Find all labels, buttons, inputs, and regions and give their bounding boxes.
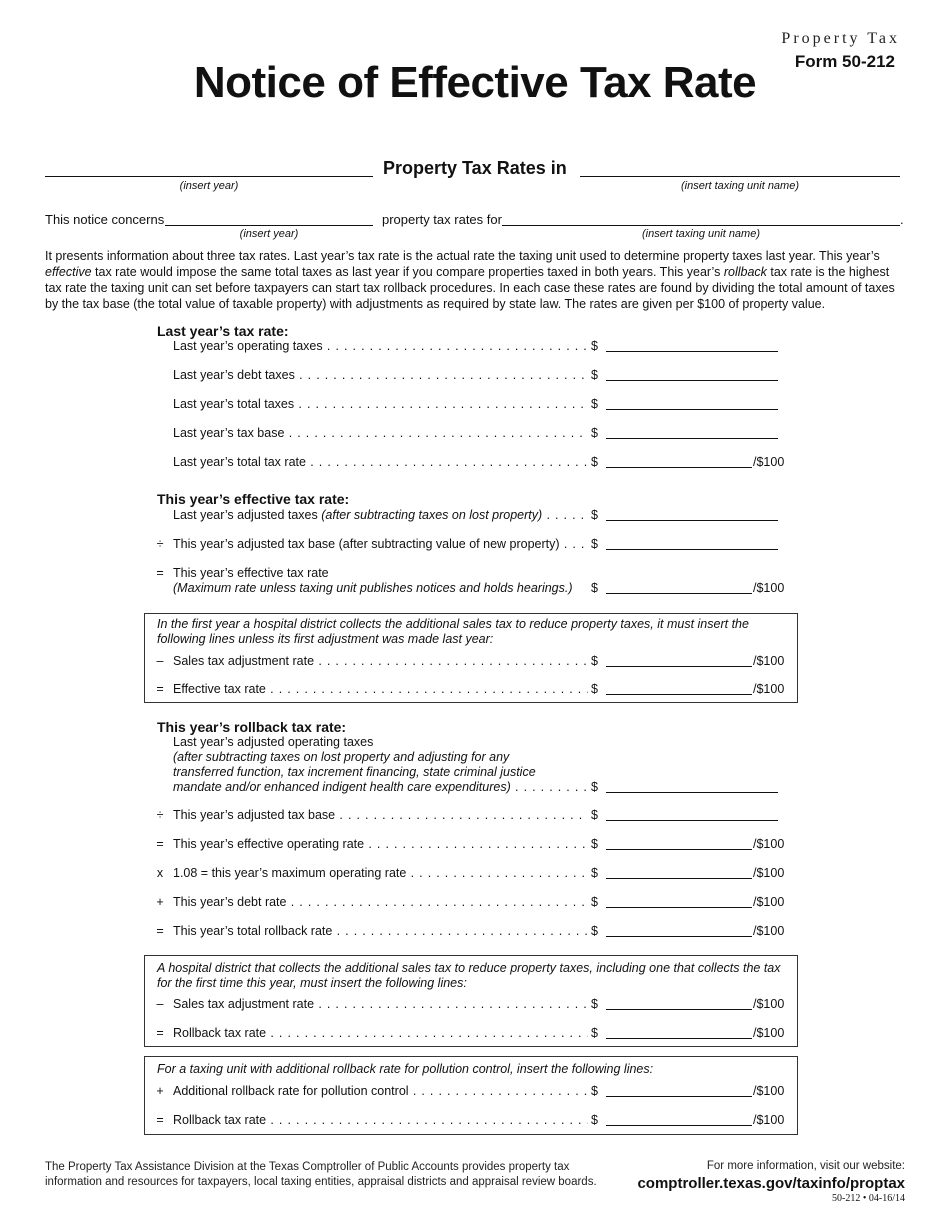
row-label: Effective tax rate . . . <box>173 682 588 696</box>
equals-operator: = <box>156 566 164 580</box>
year-caption-notice: (insert year) <box>239 228 299 240</box>
row-label: Last year’s debt taxes . . . <box>173 368 588 382</box>
per-100-unit: /$100 <box>753 581 785 595</box>
row-rollback-adjusted-base <box>150 808 790 824</box>
taxing-unit-caption-heading: (insert taxing unit name) <box>681 180 799 192</box>
adjusted-operating-taxes-label <box>173 735 536 780</box>
rollback-section-title: This year’s rollback tax rate: <box>157 719 347 735</box>
year-caption-heading: (insert year) <box>179 180 239 192</box>
adj-operating-line-3: transferred function, tax increment financing, state criminal justice <box>173 765 536 779</box>
row-label-note <box>173 581 588 595</box>
times-operator: x <box>156 866 164 880</box>
rates-in-heading: Property Tax Rates in <box>383 158 567 178</box>
divide-operator: ÷ <box>156 537 164 551</box>
row-label: Sales tax adjustment rate . . . <box>173 997 588 1011</box>
row-label: Sales tax adjustment rate . . . <box>173 654 588 668</box>
per-100-unit: /$100 <box>753 682 785 696</box>
dollar-sign: $ <box>591 808 598 822</box>
row-debt-rate <box>150 895 790 911</box>
pollution-note: For a taxing unit with additional rollback rate for pollution control, insert the following lines: <box>157 1062 654 1076</box>
footer-website-prompt: For more information, visit our website: <box>706 1160 905 1172</box>
dollar-sign: $ <box>591 537 598 551</box>
amount-blank[interactable] <box>606 820 778 821</box>
per-100-unit: /$100 <box>753 997 785 1011</box>
rate-blank[interactable] <box>606 1038 752 1039</box>
row-rollback-tax-rate-hospital <box>150 1026 790 1042</box>
rate-blank[interactable] <box>606 1009 752 1010</box>
plus-operator: + <box>156 895 164 909</box>
row-effective-rate-heading <box>150 566 790 582</box>
dollar-sign: $ <box>591 654 598 668</box>
row-sales-tax-adjustment-1 <box>150 654 790 670</box>
row-label: Last year’s total taxes . . . <box>173 397 588 411</box>
row-sales-tax-adjustment-2 <box>150 997 790 1013</box>
row-label: Last year’s tax base . . . <box>173 426 588 440</box>
intro-part-1: It presents information about three tax rates. Last year’s tax rate is the actual rate the taxing unit used to determine property taxes last year. This year’s <box>45 249 880 263</box>
per-100-unit: /$100 <box>753 654 785 668</box>
amount-blank[interactable] <box>606 792 778 793</box>
row-label-note <box>173 780 588 794</box>
effective-section-title: This year’s effective tax rate: <box>157 491 350 507</box>
per-100-unit: /$100 <box>753 866 785 880</box>
footer-description <box>45 1160 597 1190</box>
rate-blank[interactable] <box>606 849 752 850</box>
row-adjusted-operating-taxes <box>150 780 790 796</box>
row-label: This year’s adjusted tax base . . . <box>173 808 588 822</box>
per-100-unit: /$100 <box>753 895 785 909</box>
dollar-sign: $ <box>591 837 598 851</box>
dollar-sign: $ <box>591 780 598 794</box>
footer-website-link[interactable]: comptroller.texas.gov/taxinfo/proptax <box>637 1175 905 1192</box>
footer-form-code: 50-212 • 04-16/14 <box>832 1193 905 1204</box>
rate-blank[interactable] <box>606 1096 752 1097</box>
amount-blank[interactable] <box>606 520 778 521</box>
row-adjusted-tax-base <box>150 537 790 553</box>
dollar-sign: $ <box>591 682 598 696</box>
row-label: This year’s effective tax rate <box>173 566 329 580</box>
dollar-sign: $ <box>591 895 598 909</box>
rate-blank[interactable] <box>606 907 752 908</box>
row-label: This year’s debt rate . . . <box>173 895 588 909</box>
dollar-sign: $ <box>591 455 598 469</box>
dollar-sign: $ <box>591 426 598 440</box>
equals-operator: = <box>156 924 164 938</box>
dollar-sign: $ <box>591 1026 598 1040</box>
per-100-unit: /$100 <box>753 1026 785 1040</box>
rate-blank[interactable] <box>606 666 752 667</box>
row-label: Rollback tax rate . . . <box>173 1113 588 1127</box>
dollar-sign: $ <box>591 1113 598 1127</box>
row-label: This year’s effective operating rate . . . <box>173 837 588 851</box>
rate-blank[interactable] <box>606 694 752 695</box>
row-label-text: Last year’s adjusted taxes <box>173 508 322 522</box>
footer-line-2: information and resources for taxpayers, local taxing entities, appraisal districts and appraisal review boards. <box>45 1176 597 1188</box>
dollar-sign: $ <box>591 924 598 938</box>
divide-operator: ÷ <box>156 808 164 822</box>
row-last-debt-taxes <box>150 368 790 384</box>
taxing-unit-caption-notice: (insert taxing unit name) <box>642 228 760 240</box>
last-year-section-title: Last year’s tax rate: <box>157 323 289 339</box>
per-100-unit: /$100 <box>753 455 785 469</box>
row-last-total-taxes <box>150 397 790 413</box>
notice-middle: property tax rates for <box>382 212 502 227</box>
row-label: Additional rollback rate for pollution control . . . <box>173 1084 588 1098</box>
adj-operating-line-2: (after subtracting taxes on lost property and adjusting for any <box>173 750 510 764</box>
year-blank-heading[interactable] <box>45 176 373 177</box>
intro-rollback: rollback <box>723 265 767 279</box>
dollar-sign: $ <box>591 866 598 880</box>
footer-line-1: The Property Tax Assistance Division at the Texas Comptroller of Public Accounts provides property tax <box>45 1161 570 1173</box>
dollar-sign: $ <box>591 581 598 595</box>
row-label <box>173 508 588 522</box>
dollar-sign: $ <box>591 368 598 382</box>
row-last-tax-base <box>150 426 790 442</box>
hospital-note-2: A hospital district that collects the additional sales tax to reduce property taxes, including one that collects the tax for the first time this year, must insert the following lines: <box>157 961 781 990</box>
rate-blank[interactable] <box>606 936 752 937</box>
row-last-operating-taxes <box>150 339 790 355</box>
amount-blank[interactable] <box>606 380 778 381</box>
intro-paragraph <box>45 248 905 312</box>
form-number: Form 50-212 <box>794 52 895 71</box>
row-rollback-tax-rate-pollution <box>150 1113 790 1129</box>
amount-blank[interactable] <box>606 438 778 439</box>
rate-blank[interactable] <box>606 1125 752 1126</box>
row-pollution-additional-rate <box>150 1084 790 1100</box>
row-label-note: (after subtracting taxes on lost property) <box>321 508 543 522</box>
per-100-unit: /$100 <box>753 924 785 938</box>
rate-blank[interactable] <box>606 593 752 594</box>
max-rate-note: (Maximum rate unless taxing unit publishes notices and holds hearings.) <box>173 581 573 595</box>
notice-prefix: This notice concerns <box>45 212 165 227</box>
minus-operator: – <box>156 654 164 668</box>
row-label: 1.08 = this year’s maximum operating rate . . . <box>173 866 588 880</box>
row-effective-operating-rate <box>150 837 790 853</box>
minus-operator: – <box>156 997 164 1011</box>
adj-operating-line-4: mandate and/or enhanced indigent health care expenditures) <box>173 780 511 794</box>
form-category-label: Property Tax <box>781 30 900 47</box>
row-label: This year’s adjusted tax base (after subtracting value of new property) . . . <box>173 537 588 551</box>
dollar-sign: $ <box>591 508 598 522</box>
row-label: This year’s total rollback rate . . . <box>173 924 588 938</box>
equals-operator: = <box>156 1026 164 1040</box>
notice-period: . <box>900 212 904 227</box>
amount-blank[interactable] <box>606 351 778 352</box>
adj-operating-line-1: Last year’s adjusted operating taxes <box>173 735 374 749</box>
row-label: Last year’s operating taxes . . . <box>173 339 588 353</box>
equals-operator: = <box>156 1113 164 1127</box>
taxing-unit-blank-heading[interactable] <box>580 176 900 177</box>
equals-operator: = <box>156 682 164 696</box>
rate-blank[interactable] <box>606 878 752 879</box>
per-100-unit: /$100 <box>753 1084 785 1098</box>
intro-part-2: tax rate would impose the same total taxes as last year if you compare properties taxed in both years. This year’s <box>91 265 724 279</box>
plus-operator: + <box>156 1084 164 1098</box>
row-max-operating-rate <box>150 866 790 882</box>
row-label: Rollback tax rate . . . <box>173 1026 588 1040</box>
intro-part-3: tax rate is the highest tax rate the taxing unit can set before taxpayers can start tax rollback procedures. In each case these rates are found by dividing the total amount of taxes by the tax base (the total value of taxable property) with adjustments as required by state law. The rates are given per $100 of property value. <box>45 265 895 311</box>
amount-blank[interactable] <box>606 409 778 410</box>
dollar-sign: $ <box>591 997 598 1011</box>
per-100-unit: /$100 <box>753 837 785 851</box>
year-blank-notice[interactable] <box>165 225 373 226</box>
row-total-rollback-rate <box>150 924 790 940</box>
rate-blank[interactable] <box>606 467 752 468</box>
intro-effective: effective <box>45 265 92 279</box>
row-effective-tax-rate <box>150 682 790 698</box>
row-adjusted-taxes <box>150 508 790 524</box>
dollar-sign: $ <box>591 339 598 353</box>
amount-blank[interactable] <box>606 549 778 550</box>
taxing-unit-blank-notice[interactable] <box>502 225 900 226</box>
dollar-sign: $ <box>591 1084 598 1098</box>
hospital-note-1: In the first year a hospital district collects the additional sales tax to reduce property taxes, it must insert the following lines unless its first adjustment was made last year: <box>157 617 749 646</box>
page-title: Notice of Effective Tax Rate <box>193 58 757 107</box>
per-100-unit: /$100 <box>753 1113 785 1127</box>
row-label: Last year’s total tax rate . . . <box>173 455 588 469</box>
row-effective-rate <box>150 581 790 597</box>
equals-operator: = <box>156 837 164 851</box>
dollar-sign: $ <box>591 397 598 411</box>
row-last-total-tax-rate <box>150 455 790 471</box>
